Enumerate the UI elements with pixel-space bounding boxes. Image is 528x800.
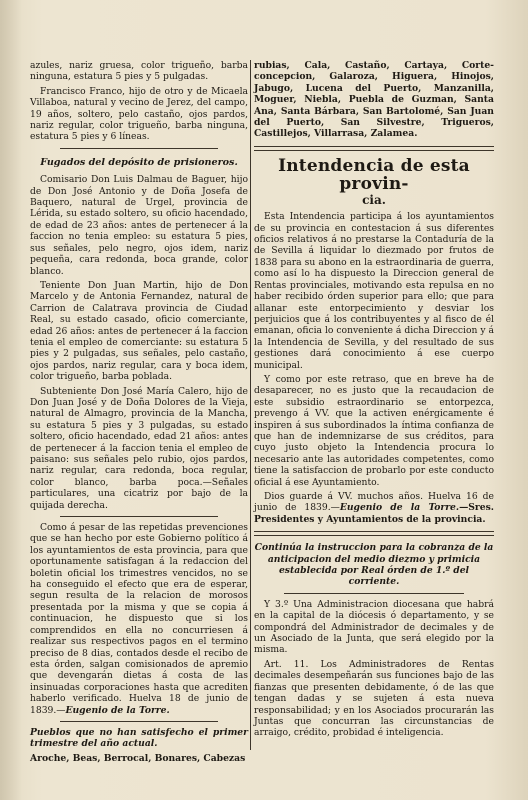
double-rule (254, 146, 494, 151)
right-paragraph-3: Y como por este retraso, que en breve ha de desaparecer, no es justo que la recaudacion de este subsidio estraordinario se entorpezca, prevengo á VV. que la activen enérgicamente é inspiren á sus subordinados la íntima confianza de que han de indemnizarse de sus créditos, para cuyo justo objeto la Intendencia procura lo necesario ante las autoridades competentes, como tiene la satisfaccion de probarlo por este conducto oficial á ese Ayuntamiento. (254, 373, 494, 488)
column-divider (250, 60, 251, 750)
pueblos-list-start: Aroche, Beas, Berrocal, Bonares, Cabezas (30, 752, 246, 764)
divider-rule (284, 593, 464, 594)
pueblos-title: Pueblos que no han satisfecho el primer trimestre del año actual. (30, 726, 248, 750)
left-paragraph-6 (30, 522, 248, 716)
heading-intendencia-cont: cia. (362, 192, 386, 207)
signature-torre: Eugenio de la Torre. (65, 704, 170, 716)
double-rule (254, 531, 494, 536)
right-paragraph-5: Y 3.º Una Administracion diocesana que habrá en la capital de la diócesis ó departamento, y se compondrá del Administrador de decimales y de un Asociado de la Junta, que será elegido por la misma. (254, 598, 494, 656)
divider-rule (60, 148, 218, 149)
addressee: —Sres. Presidentes y Ayuntamientos de la provincia. (254, 502, 494, 525)
section-title-fugados: Fugados del depósito de prisioneros. (40, 156, 238, 168)
left-paragraph-5: Subteniente Don José María Calero, hijo de Don Juan José y de Doña Dolores de la Vieja, natural de Almagro, provincia de la Mancha, su estatura 5 pies y 3 pulgadas, su estado soltero, oficio hacendado, edad 21 años: antes de pertenecer á la faccion tenia el empleo de paisano: sus señales pelo rubio, ojos pardos, nariz regular, cara redonda, boca regular, color blanco, barba poca.—Señales particulares, una cicatriz por bajo de la quijada derecha. (30, 385, 248, 511)
right-paragraph-2: Esta Intendencia participa á los ayuntamientos de su provincia en contestacion á sus diferentes oficios relativos á no prestarse la Contaduría de la de Sevilla á liquidar lo diezmado por frutos de 1838 para su abono en la estraordinaria de guerra, como así lo ha dispuesto la Direccion general de Rentas provinciales, motivando esta repulsa en no haber recibido órden superior para ello; que para allanar este entorpecimiento y desviar los perjuicios que á los contribuyentes y al fisco de él emanan, oficia lo conveniente á dicha Direccion y á la Intendencia de Sevilla, y del resultado de sus gestiones dará conocimiento á ese cuerpo municipal. (254, 211, 494, 371)
right-paragraph-4 (254, 491, 494, 525)
heading-intendencia: Intendencia de esta provin- (278, 155, 470, 194)
pueblos-list-cont: rubias, Cala, Castaño, Cartaya, Corte-concepcion, Galaroza, Higuera, Hinojos, Jabugo, Lucena del Puerto, Manzanilla, Moguer, Niebla, Puebla de Guzman, Santa Ana, Santa Bárbara, San Bartolomé, San Juan del Puerto, San Silvestre, Trigueros, Castillejos, Villarrasa, Zalamea. (254, 60, 494, 140)
left-paragraph-3: Comisario Don Luis Dalmau de Baguer, hijo de Don José Antonio y de Doña Josefa de Baquero, natural de Urgel, provincia de Lérida, su estado soltero, su oficio hacendado, de edad de 23 años: antes de pertenecer á la faccion no tenia empleo: su estatura 5 pies, sus señales, pelo negro, ojos idem, nariz pequeña, cara redonda, boca grande, color blanco. (30, 174, 248, 277)
left-paragraph-2: Francisco Franco, hijo de otro y de Micaela Villaboa, natural y vecino de Jerez, del campo, 19 años, soltero, pelo castaño, ojos pardos, nariz regular, color trigueño, barba ninguna, estatura 5 pies y 6 líneas. (30, 85, 248, 143)
instruccion-note: Continúa la instruccion para la cobranza de la anticipacion del medio diezmo y primicia establecida por Real órden de 1.º del corriente. (254, 542, 494, 588)
right-column (254, 60, 494, 742)
left-paragraph-4: Teniente Don Juan Martin, hijo de Don Marcelo y de Antonia Fernandez, natural de Carrion de Calatrava provincia de Ciudad Real, su estado casado, oficio comerciante, edad 26 años: antes de pertenecer á la faccion tenia el empleo de comerciante: su estatura 5 pies y 2 pulgadas, sus señales, pelo castaño, ojos pardos, nariz regular, cara y boca idem, color trigueño, barba poblada. (30, 279, 248, 383)
divider-rule (60, 721, 218, 722)
left-paragraph-1: azules, nariz gruesa, color trigueño, barba ninguna, estatura 5 pies y 5 pulgadas. (30, 60, 248, 83)
circular-text: Como á pesar de las repetidas prevenciones que se han hecho por este Gobierno político á los ayuntamientos de esta provincia, para que oportunamente satisfagan á la redaccion del boletin oficial los trimestres vencidos, no se ha conseguido el efecto que era de esperar, segun resulta de la relacion de morosos presentada por la misma y que se copia á continuacion, he dispuesto que si los comprendidos en ella no concurriesen á realizar sus respectivos pagos en el termino preciso de 8 dias, contados desde el recibo de esta órden, salgan comisionados de apremio que devengarán dietas á costa de las insinuadas corporaciones hasta que acrediten haberlo verificado. Huelva 18 de junio de 1839.— (30, 522, 248, 716)
left-column (30, 60, 248, 767)
page-crease-shadow (0, 0, 22, 800)
right-paragraph-6: Art. 11. Los Administradores de Rentas decimales desempeñarán sus funciones bajo de las fianzas que presenten debidamente, ó de las que tengan dadas y se sujeten á esta nueva responsabilidad; y en los Asociados procurarán las Juntas que concurran las circunstancias de arraigo, crédito, probidad é inteligencia. (254, 658, 494, 739)
closing-text: Dios guarde á VV. muchos años. Huelva 16 de junio de 1839.— (254, 491, 494, 514)
signature-torre-2: Eugenio de la Torre. (339, 502, 460, 514)
divider-rule (60, 516, 218, 517)
